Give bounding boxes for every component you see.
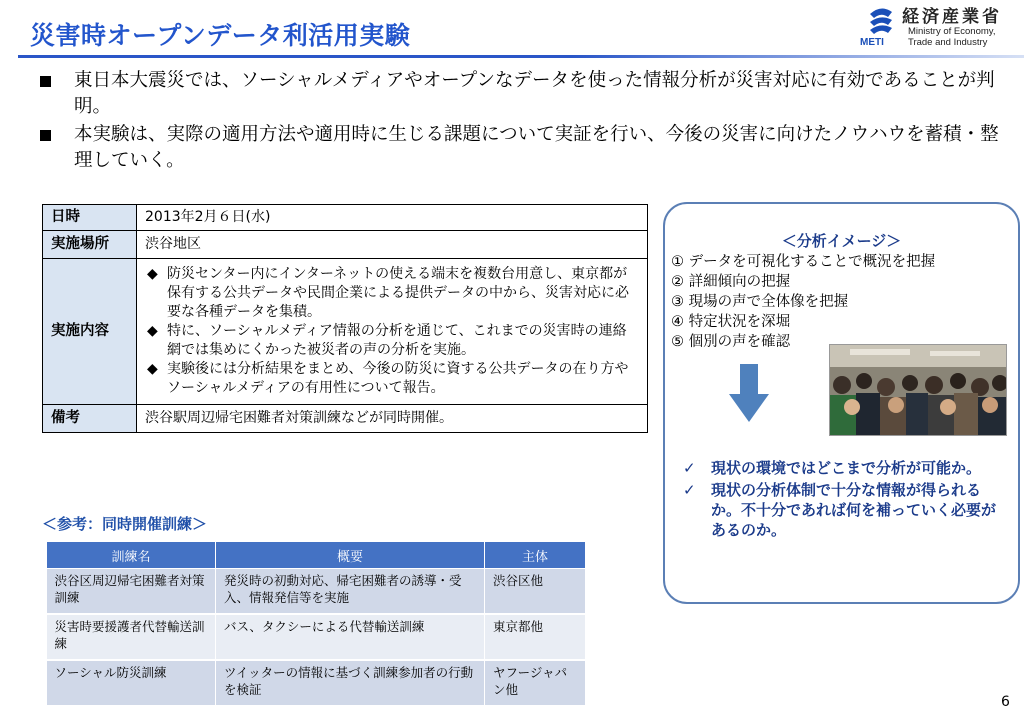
training-summary: バス、タクシーによる代替輸送訓練 <box>216 614 485 660</box>
ministry-name-en-2: Trade and Industry <box>908 37 988 48</box>
down-arrow-icon <box>729 364 769 424</box>
content-cell <box>137 259 648 405</box>
training-summary: ツイッターの情報に基づく訓練参加者の行動を検証 <box>216 660 485 706</box>
training-org: 渋谷区他 <box>485 569 586 615</box>
table-row <box>47 569 586 615</box>
square-bullet-icon <box>40 130 51 141</box>
date-label: 日時 <box>43 205 137 231</box>
diamond-bullet-icon: ◆ <box>147 361 158 377</box>
content-item: ◆ 実験後には分析結果をまとめ、今後の防災に資する公共データの在り方やソーシャルメディアの有用性について報告。 <box>147 361 629 396</box>
place-label: 実施場所 <box>43 231 137 259</box>
reference-table <box>46 541 586 707</box>
analysis-step: ⑤ 個別の声を確認 <box>671 334 791 350</box>
training-org: ヤフージャパン他 <box>485 660 586 706</box>
analysis-steps <box>671 252 935 352</box>
training-name: 災害時要援護者代替輸送訓練 <box>47 614 216 660</box>
analysis-step: ④ 特定状況を深堀 <box>671 314 791 330</box>
analysis-checks <box>681 458 1001 542</box>
checkmark-icon: ✓ <box>683 459 696 477</box>
bullet-text: 東日本大震災では、ソーシャルメディアやオープンなデータを使った情報分析が災害対応に有効であることが判明。 <box>74 70 995 117</box>
analysis-step: ② 詳細傾向の把握 <box>671 274 791 290</box>
date-value: 2013年2月６日(水) <box>137 205 648 231</box>
training-name: ソーシャル防災訓練 <box>47 660 216 706</box>
column-header: 主体 <box>485 542 586 569</box>
analysis-step: ③ 現場の声で全体像を把握 <box>671 294 849 310</box>
content-label: 実施内容 <box>43 259 137 405</box>
page-number: 6 <box>1001 694 1010 710</box>
ministry-name-jp: 経済産業省 <box>902 7 1002 27</box>
analysis-title: ＜分析イメージ＞ <box>781 232 902 250</box>
diamond-bullet-icon: ◆ <box>147 323 158 339</box>
crowd-photo <box>829 344 1007 436</box>
content-item: ◆ 特に、ソーシャルメディア情報の分析を通じて、これまでの災害時の連絡網では集めにくかった被災者の声の分析を実施。 <box>147 323 627 358</box>
title-underline <box>18 55 1024 58</box>
bullet-text: 本実験は、実際の適用方法や適用時に生じる課題について実証を行い、今後の災害に向けたノウハウを蓄積・整理していく。 <box>74 124 999 171</box>
square-bullet-icon <box>40 76 51 87</box>
diamond-bullet-icon: ◆ <box>147 266 158 282</box>
check-item: ✓ 現状の環境ではどこまで分析が可能か。 <box>683 459 982 477</box>
analysis-step: ① データを可視化することで概況を把握 <box>671 254 936 270</box>
training-summary: 発災時の初動対応、帰宅困難者の誘導・受入、情報発信等を実施 <box>216 569 485 615</box>
table-row <box>47 614 586 660</box>
check-item: ✓ 現状の分析体制で十分な情報が得られるか。不十分であれば何を補っていく必要があるのか。 <box>683 481 997 539</box>
crowd-photo-image <box>830 345 1006 435</box>
meti-logo-icon <box>866 4 896 36</box>
meti-abbr: METI <box>860 37 884 48</box>
note-label: 備考 <box>43 405 137 433</box>
ministry-name-en-1: Ministry of Economy, <box>908 26 996 37</box>
experiment-info-table <box>42 204 648 433</box>
table-row <box>47 660 586 706</box>
summary-bullets <box>40 68 1000 176</box>
column-header: 概要 <box>216 542 485 569</box>
bullet-item <box>40 68 1000 120</box>
place-value: 渋谷地区 <box>137 231 648 259</box>
page-title: 災害時オープンデータ利活用実験 <box>30 21 411 50</box>
column-header: 訓練名 <box>47 542 216 569</box>
meti-logo <box>860 2 1024 52</box>
content-item: ◆ 防災センター内にインターネットの使える端末を複数台用意し、東京都が保有する公共データや民間企業による提供データの中から、災害対応に必要な各種データを集積。 <box>147 266 629 320</box>
training-org: 東京都他 <box>485 614 586 660</box>
training-name: 渋谷区周辺帰宅困難者対策訓練 <box>47 569 216 615</box>
checkmark-icon: ✓ <box>683 481 696 499</box>
reference-title: ＜参考：同時開催訓練＞ <box>42 515 208 533</box>
note-value: 渋谷駅周辺帰宅困難者対策訓練などが同時開催。 <box>137 405 648 433</box>
analysis-image-box <box>663 202 1020 604</box>
bullet-item <box>40 122 1000 174</box>
